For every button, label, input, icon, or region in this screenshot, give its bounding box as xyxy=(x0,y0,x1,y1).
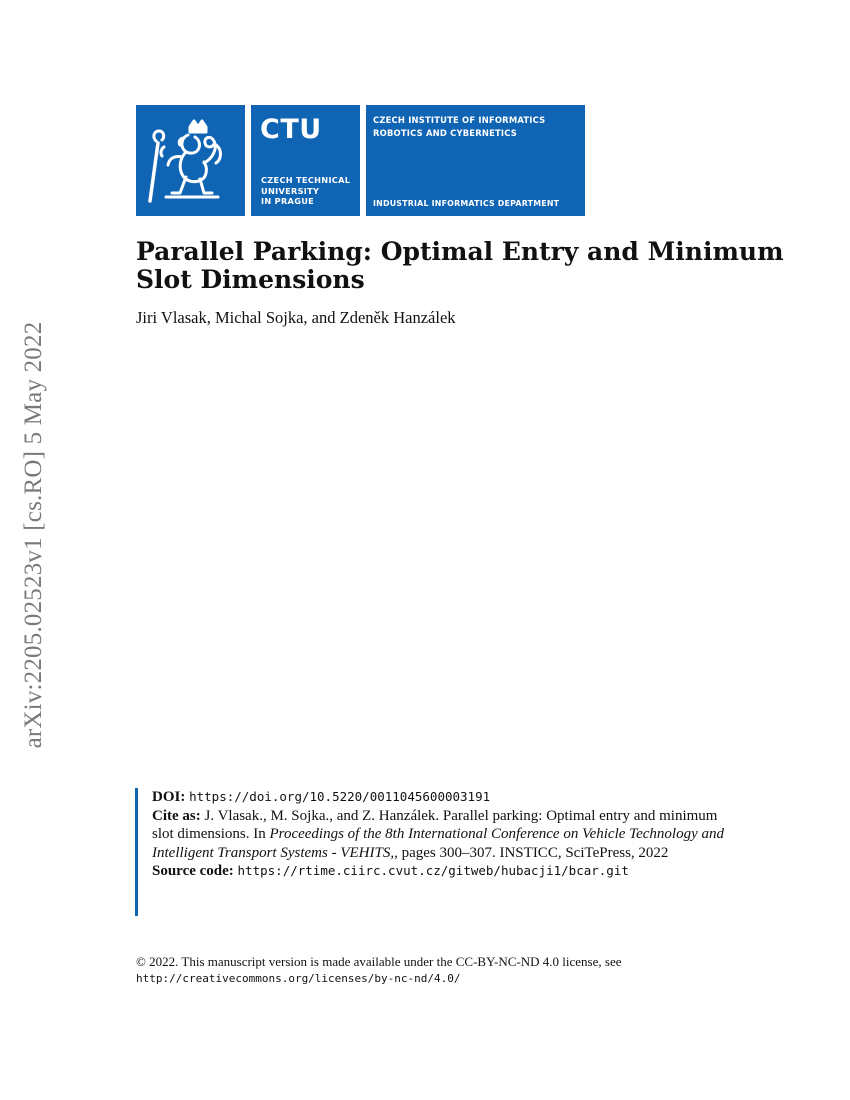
department-name: INDUSTRIAL INFORMATICS DEPARTMENT xyxy=(373,199,560,208)
cite-text-tail: , pages 300–307. INSTICC, SciTePress, 2022 xyxy=(394,844,669,861)
ciirc-name-line-1: CZECH INSTITUTE OF INFORMATICS xyxy=(373,115,546,125)
source-code-label: Source code: xyxy=(152,863,234,879)
ctu-name-panel xyxy=(251,105,360,216)
cite-line xyxy=(152,807,727,863)
citation-info-box xyxy=(135,788,727,916)
paper-title-line-1: Parallel Parking: Optimal Entry and Minimum xyxy=(136,237,784,266)
paper-authors: Jiri Vlasak, Michal Sojka, and Zdeněk Hanzálek xyxy=(136,308,456,327)
ctu-name-line-2: UNIVERSITY xyxy=(261,185,320,196)
copyright-text: © 2022. This manuscript version is made available under the CC-BY-NC-ND 4.0 license, see xyxy=(136,954,622,969)
ctu-full-name xyxy=(261,175,350,207)
arxiv-identifier-stamp: arXiv:2205.02523v1 [cs.RO] 5 May 2022 xyxy=(20,321,47,749)
lion-icon xyxy=(136,105,245,216)
ctu-abbreviation: CTU xyxy=(260,114,322,145)
source-code-line xyxy=(152,862,727,881)
ctu-name-line-1: CZECH TECHNICAL xyxy=(261,175,351,185)
ctu-lion-emblem xyxy=(136,105,245,216)
cite-text: J. Vlasak., M. Sojka., and Z. Hanzálek. Parallel parking: Optimal entry and minimum slot dimensions. In xyxy=(152,807,718,842)
cite-venue: Proceedings of the 8th International Conference on Vehicle Technology and Intelligent Transport Systems - VEHITS, xyxy=(152,826,725,861)
doi-label: DOI: xyxy=(152,789,186,805)
doi-link[interactable]: https://doi.org/10.5220/0011045600003191 xyxy=(189,789,491,804)
license-link[interactable]: http://creativecommons.org/licenses/by-nc-nd/4.0/ xyxy=(136,972,461,985)
ciirc-name-line-2: ROBOTICS AND CYBERNETICS xyxy=(373,128,517,138)
doi-line xyxy=(152,788,727,807)
ctu-ciirc-logo xyxy=(136,105,585,216)
source-code-link[interactable]: https://rtime.ciirc.cvut.cz/gitweb/hubacji1/bcar.git xyxy=(237,863,629,878)
copyright-notice xyxy=(136,953,736,987)
ciirc-name xyxy=(373,114,545,140)
paper-title-line-2: Slot Dimensions xyxy=(136,265,365,294)
cite-label: Cite as: xyxy=(152,807,201,824)
paper-title xyxy=(136,238,816,294)
ciirc-panel xyxy=(366,105,585,216)
ctu-name-line-3: IN PRAGUE xyxy=(261,196,315,206)
